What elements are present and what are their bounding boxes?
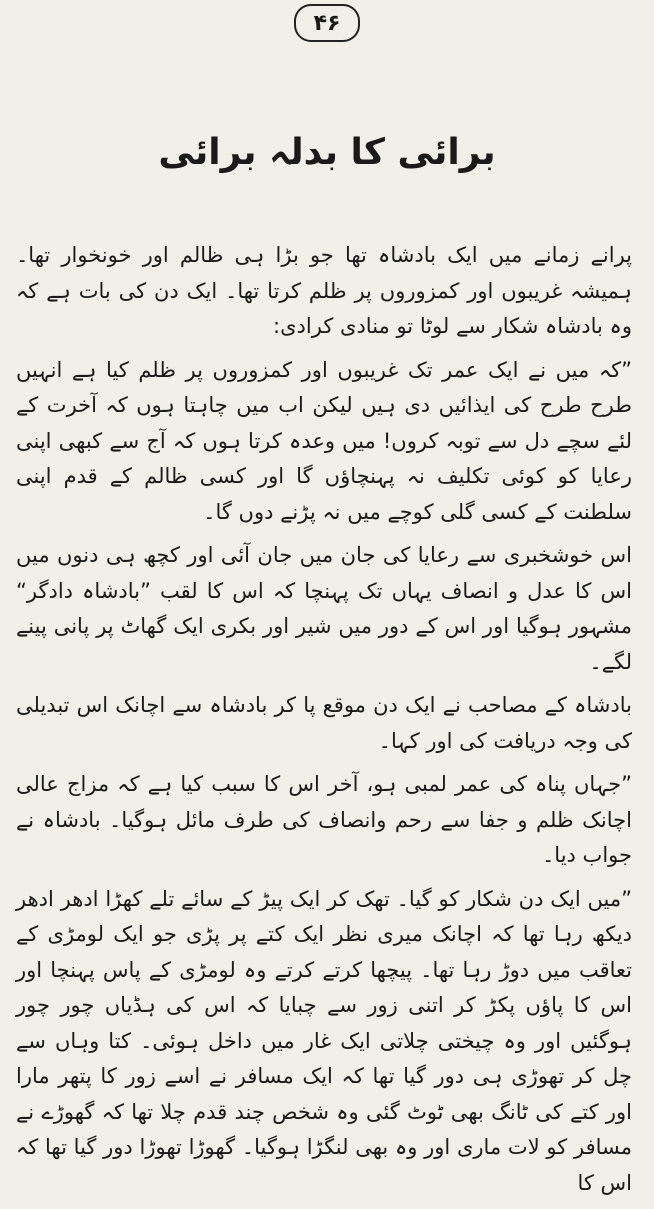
body-text [16,238,632,1209]
paragraph-1: پرانے زمانے میں ایک بادشاہ تھا جو بڑا ہی ظالم اور خونخوار تھا۔ ہمیشہ غریبوں اور کمزوروں پر ظلم کرتا تھا۔ ایک دن کی بات ہے کہ وہ بادشاہ شکار سے لوٹا تو منادی کرادی: [16,243,632,338]
paragraph-3: اس خوشخبری سے رعایا کی جان میں جان آئی اور کچھ ہی دنوں میں اس کا عدل و انصاف یہاں تک پہنچا کہ اس کا لقب ”بادشاہ دادگر“ مشہور ہوگیا اور اس کے دور میں شیر اور بکری ایک گھاٹ پر پانی پینے لگے۔ [16,543,632,674]
paragraph-6: ”میں ایک دن شکار کو گیا۔ تھک کر ایک پیڑ کے سائے تلے کھڑا ادھر ادھر دیکھ رہا تھا کہ اچانک میری نظر ایک کتے پر پڑی جو ایک لومڑی کے تعاقب میں دوڑ رہا تھا۔ پیچھا کرتے کرتے وہ لومڑی کے پاس پہنچا اور اس کا پاؤں پکڑ کر اتنی زور سے چبایا کہ اس کی ہڈیاں چور چور ہوگئیں اور وہ چیختی چلاتی ایک غار میں داخل ہوئی۔ کتا وہاں سے چل کر تھوڑی ہی دور گیا تھا کہ ایک مسافر نے اسے زور کا پتھر مارا اور کتے کی ٹانگ بھی ٹوٹ گئی وہ شخص چند قدم چلا تھا کہ گھوڑے نے مسافر کو لات ماری اور وہ بھی لنگڑا ہوگیا۔ گھوڑا تھوڑا دور گیا تھا کہ اس کا [16,886,632,1195]
page-number: ۴۶ [294,4,360,42]
chapter-title: برائی کا بدلہ برائی [158,132,496,173]
paragraph-5: ”جہاں پناہ کی عمر لمبی ہو، آخر اس کا سبب کیا ہے کہ مزاج عالی اچانک ظلم و جفا سے رحم وانصاف کی طرف مائل ہوگیا۔ بادشاہ نے جواب دیا۔ [16,772,632,867]
paragraph-2: ”کہ میں نے ایک عمر تک غریبوں اور کمزوروں پر ظلم کیا ہے انہیں طرح طرح کی ایذائیں دی ہیں لیکن اب میں چاہتا ہوں کہ آخرت کے لئے سچے دل سے توبہ کروں! میں وعدہ کرتا ہوں کہ آج سے کبھی اپنی رعایا کو کوئی تکلیف نہ پہنچاؤں گا اور کسی ظالم کے قدم اپنی سلطنت کے کسی گلی کوچے میں نہ پڑنے دوں گا۔ [16,357,632,524]
paragraph-4: بادشاہ کے مصاحب نے ایک دن موقع پا کر بادشاہ سے اچانک اس تبدیلی کی وجہ دریافت کی اور کہا۔ [16,693,632,753]
